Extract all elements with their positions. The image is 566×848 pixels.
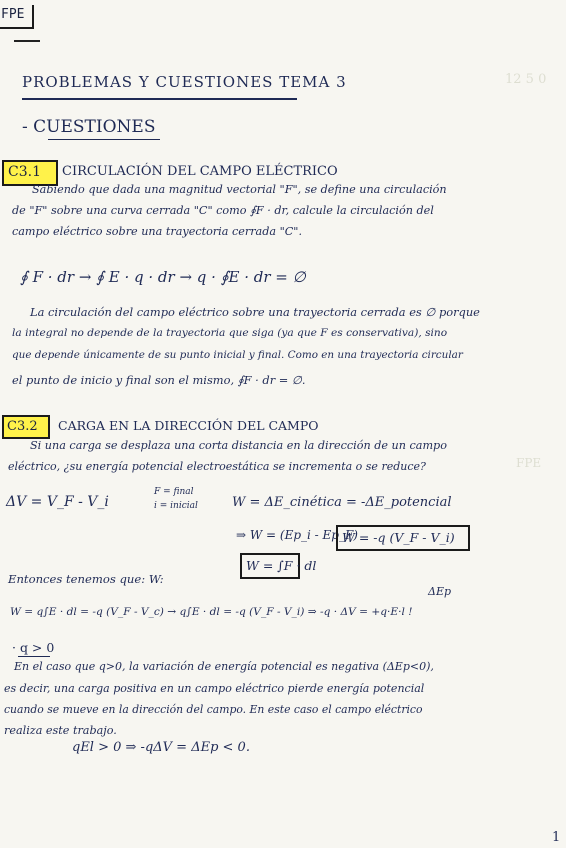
q2-case-line-4: realiza este trabajo.	[4, 724, 117, 737]
q2-final-equation: qEl > 0 ⇒ -qΔV = ΔEp < 0.	[72, 740, 250, 755]
page-title: PROBLEMAS Y CUESTIONES TEMA 3	[22, 73, 347, 91]
q2-work-2-box	[336, 525, 470, 551]
q2-line-2: eléctrico, ¿su energía potencial electroestática se incrementa o se reduce?	[8, 460, 426, 473]
section-heading: - CUESTIONES	[22, 117, 156, 137]
q2-id-badge	[2, 415, 50, 439]
faint-mark-1: 12 5 0	[505, 72, 547, 87]
faint-mark-2: FPE	[516, 456, 542, 470]
q2-case-label: · q > 0	[12, 640, 55, 655]
q2-title: CARGA EN LA DIRECCIÓN DEL CAMPO	[58, 418, 319, 433]
q1-line-2: de "F" sobre una curva cerrada "C" como ∮F · dr, calcule la circulación del	[12, 204, 434, 217]
q1-answer-4: el punto de inicio y final son el mismo, ∮F · dr = ∅.	[12, 373, 306, 387]
case-underline	[18, 656, 50, 657]
q1-equation: ∮ F · dr → ∮ E · q · dr → q · ∮E · dr = ∅	[20, 268, 306, 286]
q2-work-2: ⇒ W = (Ep_i - Ep_F)	[236, 528, 358, 542]
q1-line-3: campo eléctrico sobre una trayectoria cerrada "C".	[12, 225, 303, 238]
q2-case-line-1: En el caso que q>0, la variación de energía potencial es negativa (ΔEp<0),	[14, 660, 434, 673]
q1-id: C3.1	[8, 164, 41, 180]
title-underline	[22, 98, 297, 100]
top-dash	[14, 40, 40, 42]
q1-answer-3: que depende únicamente de su punto inicial y final. Como en una trayectoria circular	[12, 349, 463, 361]
q2-work-3-box-text: W = ∫F · dl	[246, 558, 317, 573]
q1-answer-2: la integral no depende de la trayectoria que siga (ya que F es conservativa), sino	[12, 327, 448, 339]
page-number: 1	[552, 830, 561, 845]
q2-work-1: W = ΔE_cinética = -ΔE_potencial	[232, 495, 452, 510]
q2-id: C3.2	[7, 419, 38, 434]
q2-work-2-box-text: W = -q (V_F - V_i)	[342, 530, 455, 545]
section-underline	[48, 139, 160, 140]
q2-label-initial: i = inicial	[154, 501, 198, 511]
q2-case-line-3: cuando se mueve en la dirección del campo. En este caso el campo eléctrico	[4, 703, 423, 716]
fpe-tag	[0, 5, 34, 29]
q2-label-final: F = final	[154, 487, 194, 497]
q2-delta-v: ΔV = V_F - V_i	[6, 494, 109, 510]
q1-title: CIRCULACIÓN DEL CAMPO ELÉCTRICO	[62, 164, 338, 179]
q1-answer-1: La circulación del campo eléctrico sobre una trayectoria cerrada es ∅ porque	[30, 305, 480, 319]
q2-dep-label: ΔEp	[428, 585, 452, 598]
q2-case-line-2: es decir, una carga positiva en un campo eléctrico pierde energía potencial	[4, 682, 425, 695]
fpe-tag-text: FPE	[1, 7, 25, 22]
q1-line-1: Sabiendo que dada una magnitud vectorial "F", se define una circulación	[32, 183, 447, 196]
q2-work-3-box	[240, 553, 317, 579]
q2-long-equation: W = q∫E · dl = -q (V_F - V_c) → q∫E · dl = -q (V_F - V_i) ⇒ -q · ΔV = +q·E·l !	[10, 606, 413, 618]
q2-line-1: Si una carga se desplaza una corta distancia en la dirección de un campo	[30, 439, 447, 452]
q2-entonces: Entonces tenemos que: W:	[8, 572, 164, 586]
